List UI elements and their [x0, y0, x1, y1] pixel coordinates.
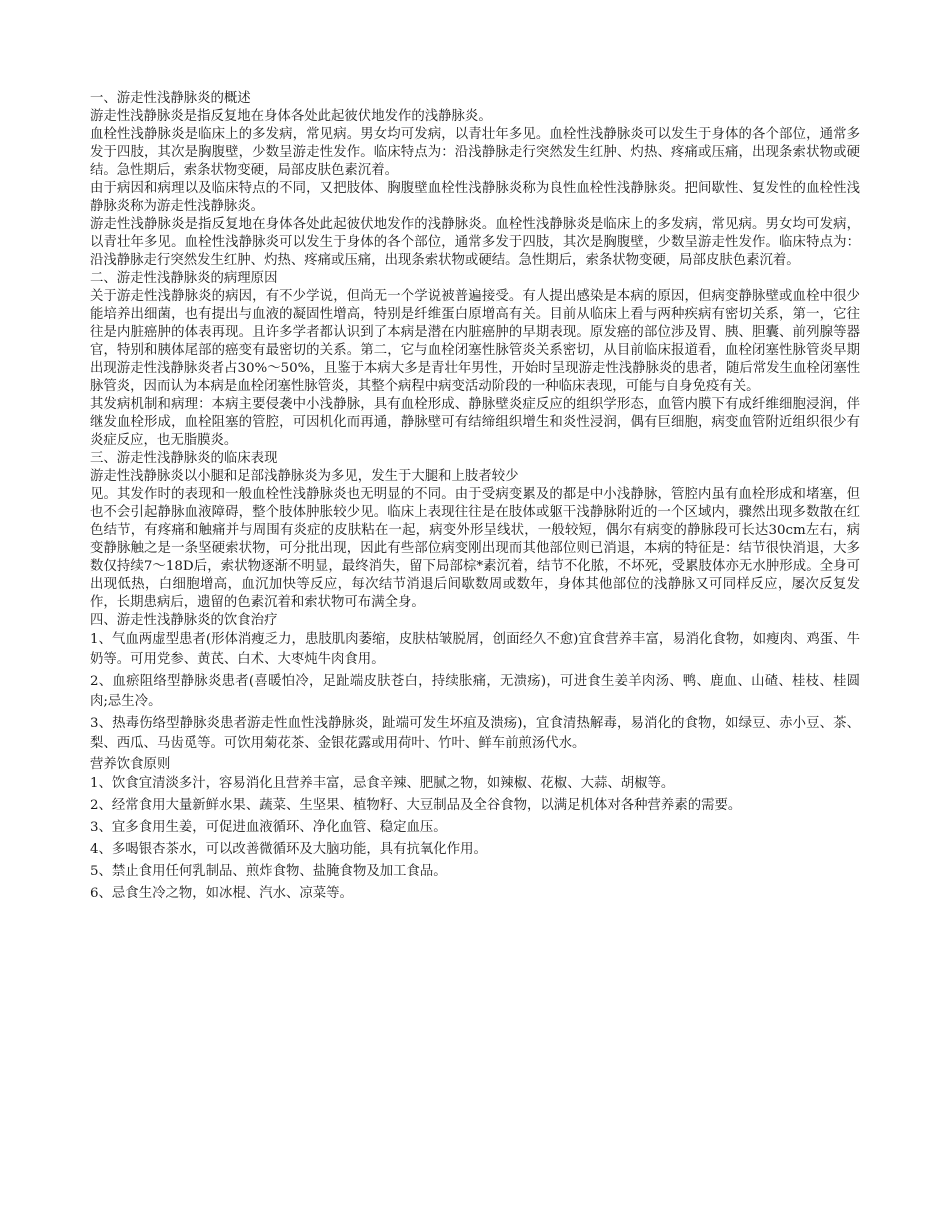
section-3-heading: 三、游走性浅静脉炎的临床表现: [90, 451, 278, 466]
section-2-paragraph: 关于游走性浅静脉炎的病因，有不少学说，但尚无一个学说被普遍接受。有人提出感染是本病的原因，但病变静脉壁或血栓中很少能培养出细菌，也有提出与血液的凝固性增高，特别是纤维蛋白原增高有关。目前从临床上看与两种疾病有密切关系，第一，它往往是内脏癌肿的体表再现。且许多学者都认识到了本病是潜在内脏癌肿的早期表现。原发癌的部位涉及胃、胰、胆囊、前列腺等器官，特别和胰体尾部的癌变有最密切的关系。第二，它与血栓闭塞性脉管炎关系密切，从目前临床报道看，血栓闭塞性脉管炎早期出现游走性浅静脉炎者占30%～50%，且鉴于本病大多是青壮年男性，开始时呈现游走性浅静脉炎的患者，随后常发生血栓闭塞性脉管炎，因而认为本病是血栓闭塞性脉管炎，其整个病程中病变活动阶段的一种临床表现，可能与自身免疫有关。: [90, 289, 860, 394]
nutrition-heading: 营养饮食原则: [90, 757, 171, 772]
diet-item: 2、血瘀阻络型静脉炎患者(喜暖怕冷，足趾端皮肤苍白，持续胀痛，无溃疡)，可进食生姜羊肉汤、鸭、鹿血、山碴、桂枝、桂圆肉;忌生冷。: [90, 674, 860, 709]
section-1-paragraph: 血栓性浅静脉炎是临床上的多发病，常见病。男女均可发病，以青壮年多见。血栓性浅静脉炎可以发生于身体的各个部位，通常多发于四肢，其次是胸腹壁，少数呈游走性发作。临床特点为：沿浅静脉走行突然发生红肿、灼热、疼痛或压痛，出现条索状物或硬结。急性期后，索条状物变硬，局部皮肤色素沉着。: [90, 127, 860, 178]
section-3-paragraph: 见。其发作时的表现和一般血栓性浅静脉炎也无明显的不同。由于受病变累及的都是中小浅静脉，管腔内虽有血栓形成和堵塞，但也不会引起静脉血液障碍，整个肢体肿胀较少见。临床上表现往往是在肢体或躯干浅静脉附近的一个区域内，骤然出现多数散在红色结节，有疼痛和触痛并与周围有炎症的皮肤粘在一起，病变外形呈线状，一般较短，偶尔有病变的静脉段可长达30cm左右，病变静脉触之是一条坚硬索状物，可分批出现，因此有些部位病变刚出现而其他部位则已消退，本病的特征是：结节很快消退，大多数仅持续7～18D后，索状物逐渐不明显，最终消失，留下局部棕*素沉着，结节不化脓，不坏死，受累肢体亦无水肿形成。全身可出现低热，白细胞增高，血沉加快等反应，每次结节消退后间歇数周或数年，身体其他部位的浅静脉又可同样反应，屡次反复发作，长期患病后，遗留的色素沉着和索状物可布满全身。: [90, 487, 860, 610]
section-3-paragraph: 游走性浅静脉炎以小腿和足部浅静脉炎为多见，发生于大腿和上肢者较少: [90, 469, 519, 484]
nutrition-item: 3、宜多食用生姜，可促进血液循环、净化血管、稳定血压。: [90, 820, 447, 835]
diet-item: 3、热毒伤络型静脉炎患者游走性血性浅静脉炎，趾端可发生坏疽及溃疡)，宜食清热解毒，易消化的食物，如绿豆、赤小豆、茶、梨、西瓜、马齿觅等。可饮用菊花茶、金银花露或用荷叶、竹叶、鲜车前煎汤代水。: [90, 716, 860, 751]
section-2-heading: 二、游走性浅静脉炎的病理原因: [90, 271, 278, 286]
nutrition-item: 4、多喝银杏茶水，可以改善微循环及大脑功能，具有抗氧化作用。: [90, 842, 487, 857]
section-1-paragraph: 游走性浅静脉炎是指反复地在身体各处此起彼伏地发作的浅静脉炎。: [90, 109, 492, 124]
section-2-paragraph: 其发病机制和病理：本病主要侵袭中小浅静脉，具有血栓形成、静脉壁炎症反应的组织学形态，血管内膜下有成纤维细胞浸润，伴继发血栓形成，血栓阻塞的管腔，可因机化而再通，静脉壁可有结缔组织增生和炎性浸润，偶有巨细胞，病变血管附近组织很少有炎症反应，也无脂膜炎。: [90, 397, 860, 448]
nutrition-item: 2、经常食用大量新鲜水果、蔬菜、生坚果、植物籽、大豆制品及全谷食物，以满足机体对各种营养素的需要。: [90, 798, 742, 813]
diet-list: [90, 630, 860, 754]
nutrition-item: 5、禁止食用任何乳制品、煎炸食物、盐腌食物及加工食品。: [90, 864, 447, 879]
diet-item: 1、气血两虚型患者(形体消瘦乏力，患肢肌肉萎缩，皮肤枯皱脱屑，创面经久不愈)宜食营养丰富，易消化食物，如瘦肉、鸡蛋、牛奶等。可用党参、黄芪、白术、大枣炖牛肉食用。: [90, 632, 860, 667]
nutrition-item: 6、忌食生冷之物，如冰棍、汽水、凉菜等。: [90, 886, 353, 901]
section-1-heading: 一、游走性浅静脉炎的概述: [90, 91, 251, 106]
nutrition-list: [90, 774, 860, 904]
diet-heading: 四、游走性浅静脉炎的饮食治疗: [90, 613, 278, 628]
nutrition-item: 1、饮食宜清淡多汁，容易消化且营养丰富，忌食辛辣、肥腻之物，如辣椒、花椒、大蒜、胡椒等。: [90, 776, 675, 791]
section-1-paragraph: 由于病因和病理以及临床特点的不同，又把肢体、胸腹壁血栓性浅静脉炎称为良性血栓性浅静脉炎。把间歇性、复发性的血栓性浅静脉炎称为游走性浅静脉炎。: [90, 181, 860, 214]
section-1-paragraph: 游走性浅静脉炎是指反复地在身体各处此起彼伏地发作的浅静脉炎。血栓性浅静脉炎是临床上的多发病，常见病。男女均可发病，以青壮年多见。血栓性浅静脉炎可以发生于身体的各个部位，通常多发于四肢，其次是胸腹壁，少数呈游走性发作。临床特点为：沿浅静脉走行突然发生红肿、灼热、疼痛或压痛，出现条索状物或硬结。急性期后，索条状物变硬，局部皮肤色素沉着。: [90, 217, 860, 268]
